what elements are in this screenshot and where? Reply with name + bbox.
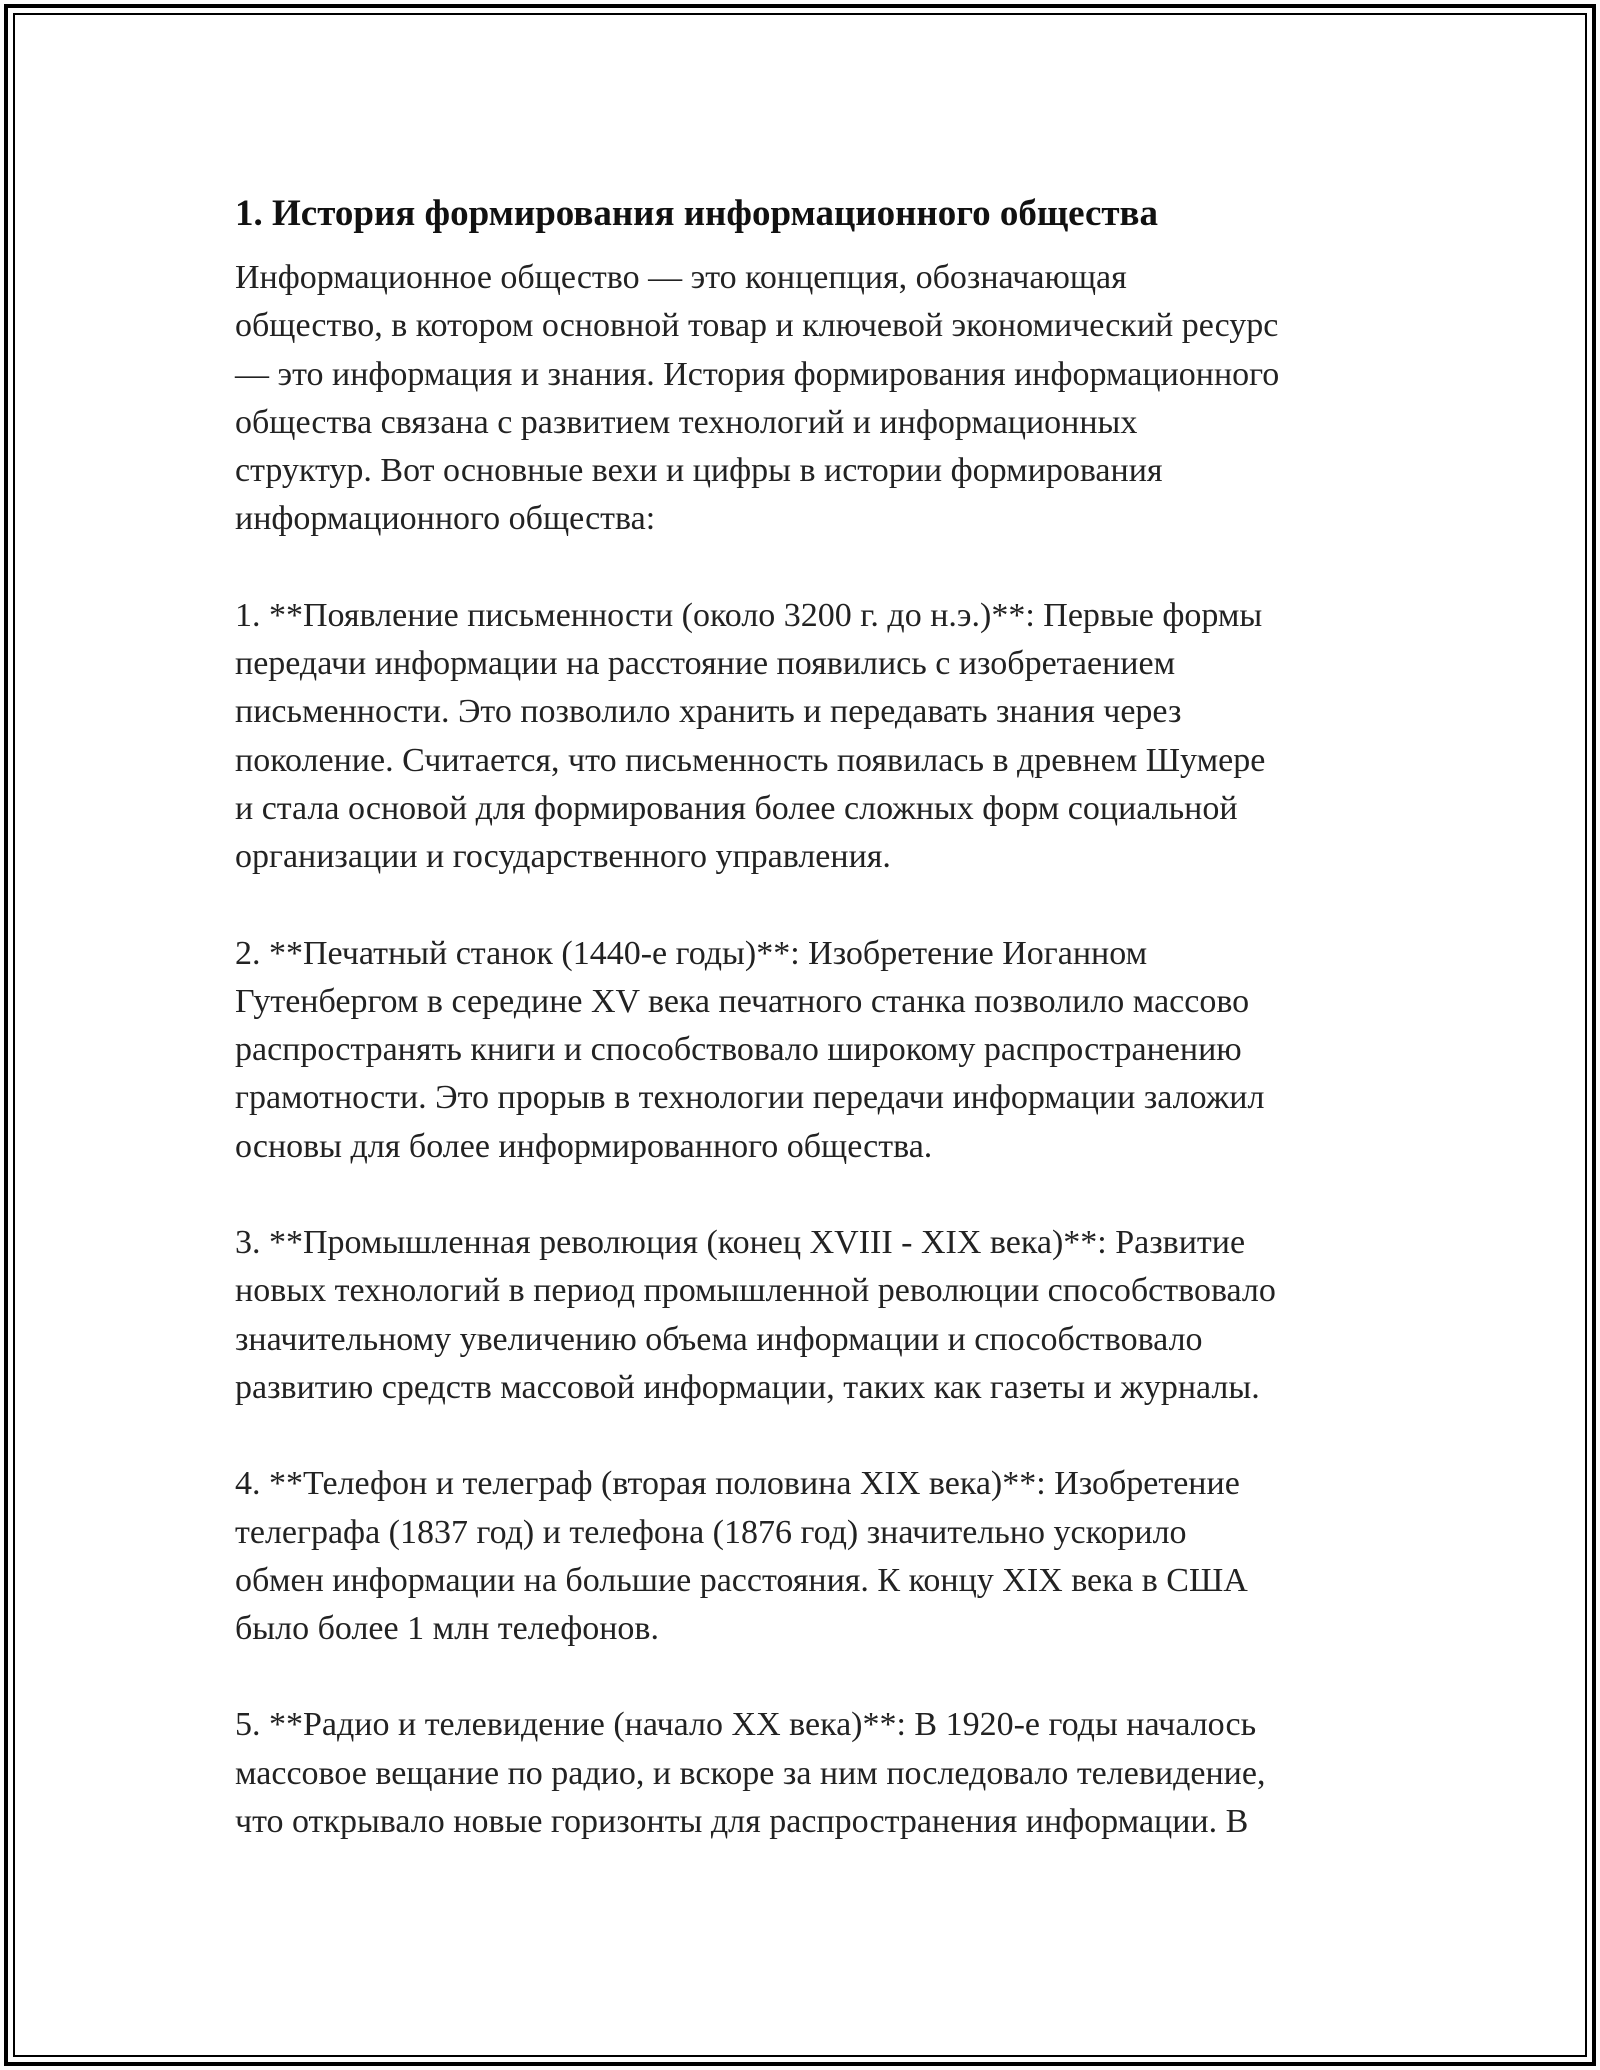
document-body (235, 186, 1365, 1846)
list-item-writing: 1. **Появление письменности (около 3200 г. до н.э.)**: Первые формы передачи информации на расстояние появились с изобретаением письменности. Это позволило хранить и передавать знания через поколение. Считается, что письменность появилась в древнем Шумере и стала основой для формирования более сложных форм социальной организации и государственного управления. (235, 596, 1266, 876)
list-item-industrial-revolution: 3. **Промышленная революция (конец XVIII - XIX века)**: Развитие новых технологий в период промышленной революции способствовало значительному увеличению объема информации и способствовало развитию средств массовой информации, таких как газеты и журналы. (235, 1224, 1276, 1406)
list-item-radio-television: 5. **Радио и телевидение (начало XX века)**: В 1920-е годы началось массовое вещание по радио, и вскоре за ним последовало телевидение, что открывало новые горизонты для распространения информации. В (235, 1706, 1266, 1841)
list-item-printing-press: 2. **Печатный станок (1440-е годы)**: Изобретение Иоганном Гутенбергом в середине XV века печатного станка позволило массово распространять книги и способствовало широкому распространению грамотности. Это прорыв в технологии передачи информации заложил основы для более информированного общества. (235, 934, 1265, 1165)
document-title: 1. История формирования информационного общества (235, 193, 1159, 234)
intro-paragraph: Информационное общество — это концепция, обозначающая общество, в котором основной товар и ключевой экономический ресурс — это информация и знания. История формирования информационного общества связана с развитием технологий и информационных структур. Вот основные вехи и цифры в истории формирования информационного общества: (235, 259, 1280, 538)
list-item-telephone-telegraph: 4. **Телефон и телеграф (вторая половина XIX века)**: Изобретение телеграфа (1837 год) и телефона (1876 год) значительно ускорило обмен информации на большие расстояния. К концу XIX века в США было более 1 млн телефонов. (235, 1465, 1248, 1648)
